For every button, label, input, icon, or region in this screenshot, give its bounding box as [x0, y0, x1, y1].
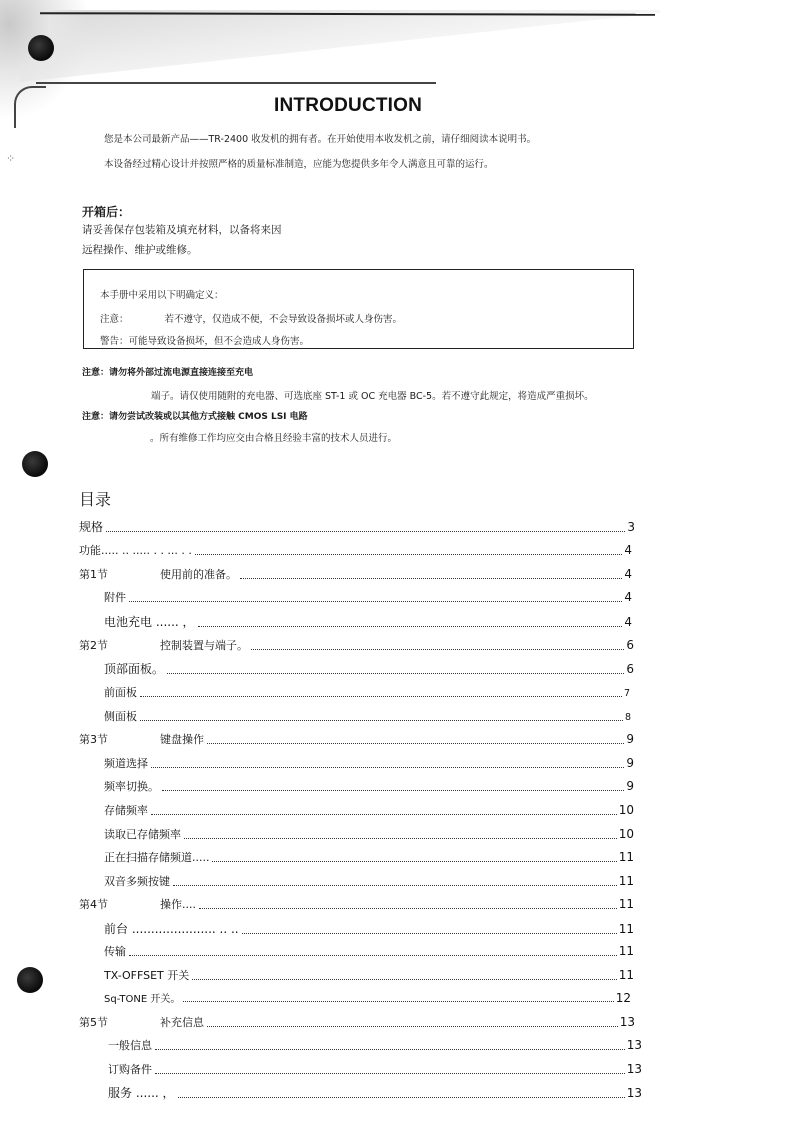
- scan-shadow: [20, 10, 660, 82]
- unpacking-line: 请妥善保存包装箱及填充材料，以备将来因: [82, 224, 282, 236]
- toc-row: 读取已存储频率 10: [104, 827, 634, 841]
- toc-row: 电池充电 ...... ， 4: [104, 615, 632, 629]
- note-label: 注意：: [100, 314, 129, 325]
- definitions-header: 本手册中采用以下明确定义：: [100, 290, 224, 301]
- toc-row: 前面板 7: [104, 686, 630, 699]
- toc-row: 订购备件 13: [108, 1062, 642, 1076]
- definitions-box: [83, 269, 634, 349]
- toc-row: 附件 4: [104, 590, 632, 604]
- definition-warning: 警告：可能导致设备损坏，但不会造成人身伤害。: [100, 336, 310, 347]
- toc-row: 前台 ...................... .. .. 11: [104, 922, 634, 936]
- caution-1-text: 端子。请仅使用随附的充电器、可选底座 ST-1 或 OC 充电器 BC-5。若不遵守此规定，将造成严重损坏。: [151, 391, 594, 402]
- toc-row: 第5节 补充信息 13: [79, 1015, 635, 1029]
- unpacking-heading: 开箱后：: [82, 205, 131, 219]
- toc-row: 第4节 操作.... 11: [79, 897, 634, 911]
- toc-row: 传输 11: [104, 944, 634, 958]
- toc-heading: 目录: [79, 490, 112, 509]
- intro-line: 本设备经过精心设计并按照严格的质量标准制造，应能为您提供多年令人满意且可靠的运行。: [104, 159, 494, 170]
- toc-row: 规格 3: [79, 520, 635, 534]
- toc-row: 顶部面板。 6: [104, 662, 634, 676]
- binder-hole: [17, 967, 43, 993]
- page-title: INTRODUCTION: [274, 95, 423, 116]
- toc-row: 第1节 使用前的准备。 4: [79, 567, 632, 581]
- caution-2-text: 。所有维修工作均应交由合格且经验丰富的技术人员进行。: [150, 433, 398, 444]
- binder-hole: [28, 35, 54, 61]
- toc-row: TX-OFFSET 开关 11: [104, 968, 634, 982]
- toc-row: 正在扫描存储频道..... 11: [104, 850, 634, 864]
- scan-speck: ⁘: [6, 152, 16, 165]
- toc-row: Sq-TONE 开关。 12: [104, 991, 631, 1005]
- toc-row: 双音多频按键 11: [104, 874, 634, 888]
- unpacking-line: 远程操作、维护或维修。: [82, 244, 198, 256]
- scan-curve: [14, 86, 46, 128]
- toc-row: 第2节 控制装置与端子。 6: [79, 638, 634, 652]
- toc-row: 第3节 键盘操作 9: [79, 732, 634, 746]
- toc-row: 服务 ...... ， 13: [108, 1086, 642, 1100]
- note-text: 若不遵守，仅造成不便，不会导致设备损坏或人身伤害。: [164, 314, 403, 325]
- definition-note: [100, 311, 402, 325]
- toc-row: 频道选择 9: [104, 756, 634, 770]
- scan-rule-mid: [36, 82, 436, 84]
- toc-row: 一般信息 13: [108, 1038, 642, 1052]
- intro-line: 您是本公司最新产品——TR-2400 收发机的拥有者。在开始使用本收发机之前，请仔细阅读本说明书。: [104, 134, 537, 145]
- toc-row: 频率切换。 9: [104, 779, 634, 793]
- toc-row: 功能..... .. ..... . . ... . . 4: [79, 543, 632, 557]
- toc-row: 侧面板 8: [104, 710, 631, 723]
- binder-hole: [22, 451, 48, 477]
- toc-row: 存储频率 10: [104, 803, 634, 817]
- caution-1-title: 注意：请勿将外部过流电源直接连接至充电: [82, 368, 254, 378]
- caution-2-title: 注意：请勿尝试改装或以其他方式接触 CMOS LSI 电路: [82, 412, 308, 422]
